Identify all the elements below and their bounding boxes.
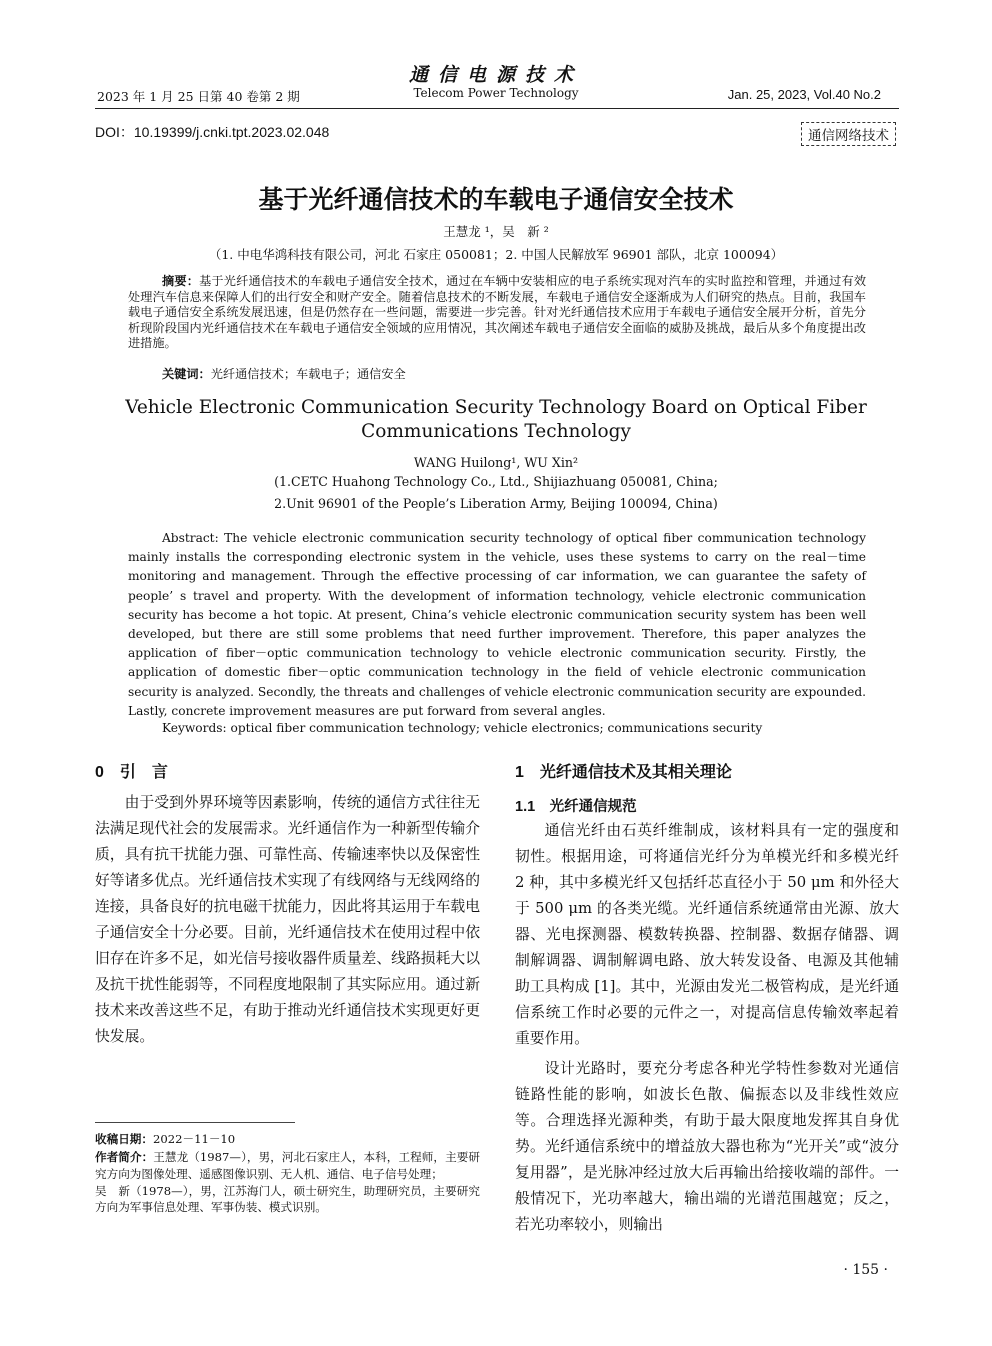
affiliation-en-1: (1.CETC Huahong Technology Co., Ltd., Shijiazhuang 050081, China; [274, 474, 718, 489]
abstract-cn-text: 基于光纤通信技术的车载电子通信安全技术，通过在车辆中安装相应的电子系统实现对汽车的实时监控和管理，并通过有效处理汽车信息来保障人们的出行安全和财产安全。随着信息技术的不断发展，车载电子通信安全逐渐成为人们研究的热点。目前，我国车载电子通信安全系统发展迅速，但是仍然存在一些问题，需要进一步完善。针对光纤通信技术应用于车载电子通信安全展开分析，首先分析现阶段国内光纤通信技术在车载电子通信安全领域的应用情况，其次阐述车载电子通信安全面临的威胁及挑战，最后从多个角度提出改进措施。 [128, 274, 867, 351]
paper-title-cn: 基于光纤通信技术的车载电子通信安全技术 [258, 186, 734, 214]
bio-label: 作者简介： [95, 1150, 154, 1164]
bio-1-text: 王慧龙（1987—），男，河北石家庄人，本科，工程师，主要研究方向为图像处理、遥感图像识别、无人机、通信、电子信号处理； [95, 1149, 480, 1182]
abstract-cn-label: 摘要： [162, 274, 200, 288]
keywords-en: Keywords: optical fiber communication technology; vehicle electronics; communications security [162, 721, 763, 735]
footnote-rule [95, 1122, 295, 1123]
page-number: · 155 · [843, 1262, 888, 1278]
authors-en: WANG Huilong¹, WU Xin² [413, 455, 579, 470]
author-bio-1 [95, 1149, 480, 1183]
received-value: 2022－11－10 [152, 1132, 236, 1146]
issue-info-en: Jan. 25, 2023, Vol.40 No.2 [727, 87, 881, 102]
journal-name-en: Telecom Power Technology [413, 86, 579, 100]
affiliations-cn: （1. 中电华鸿科技有限公司，河北 石家庄 050081；2. 中国人民解放军 96901 部队，北京 100094） [208, 247, 784, 262]
section-0-heading: 0 引 言 [95, 764, 168, 781]
paper-title-en: Vehicle Electronic Communication Security Technology Board on Optical Fiber Communications Technology [125, 397, 867, 442]
keywords-cn [128, 367, 866, 383]
received-date [95, 1131, 480, 1149]
section-0-paragraph: 由于受到外界环境等因素影响，传统的通信方式往往无法满足现代社会的发展需求。光纤通信作为一种新型传输介质，具有抗干扰能力强、可靠性高、传输速率快以及保密性好等诸多优点。光纤通信技术实现了有线网络与无线网络的连接，具备良好的抗电磁干扰能力，因此将其运用于车载电子通信安全十分必要。目前，光纤通信技术在使用过程中依旧存在许多不足，如光信号接收器件质量差、线路损耗大以及抗干扰性能弱等，不同程度地限制了其实际应用。通过新技术来改善这些不足，有助于推动光纤通信技术实现更好更快发展。 [95, 794, 480, 1045]
keywords-cn-text: 光纤通信技术；车载电子；通信安全 [210, 367, 406, 381]
doi[interactable]: DOI：10.19399/j.cnki.tpt.2023.02.048 [95, 124, 330, 140]
section-1-1-paragraph-1: 通信光纤由石英纤维制成，该材料具有一定的强度和韧性。根据用途，可将通信光纤分为单模光纤和多模光纤 2 种，其中多模光纤又包括纤芯直径小于 50 μm 和外径大于 500 μm 的各类光缆。光纤通信系统通常由光源、放大器、光电探测器、模数转换器、控制器、数据存储器、调制解调器、调制解调电路、放大转发设备、电源及其他辅助工具构成 [1]。其中，光源由发光二极管构成，是光纤通信系统工作时必要的元件之一，对提高信息传输效率起着重要作用。 [515, 822, 899, 1047]
section-1-1-paragraph-2: 设计光路时，要充分考虑各种光学特性参数对光通信链路性能的影响，如波长色散、偏振态以及非线性效应等。合理选择光源种类，有助于最大限度地发挥其自身优势。光纤通信系统中的增益放大器也称为“光开关”或“波分复用器”，是光脉冲经过放大后再输出给接收端的部件。一般情况下，光功率越大，输出端的光谱范围越宽；反之，若光功率较小，则输出 [515, 1060, 899, 1233]
abstract-en: Abstract: The vehicle electronic communication security technology of optical fiber communication technology mainly installs the corresponding electronic system in the vehicle, uses these systems to carry on the real－time monitoring and management. Through the effective processing of car information, we can guarantee the safety of people’ s travel and property. With the development of information technology, vehicle electronic communication security has become a hot topic. At present, China’s vehicle electronic communication security system has been well developed, but there are still some problems that need further improvement. Therefore, this paper analyzes the application of fiber－optic communication technology to vehicle electronic communication security. Firstly, the application of domestic fiber－optic communication technology in the field of vehicle electronic communication security is analyzed. Secondly, the threats and challenges of vehicle electronic communication security are expounded. Lastly, concrete improvement measures are put forward from several angles. [128, 531, 866, 718]
keywords-cn-label: 关键词： [162, 367, 211, 381]
received-label: 收稿日期： [95, 1133, 153, 1146]
section-1-heading: 1 光纤通信技术及其相关理论 [515, 764, 732, 781]
footnote [95, 1131, 480, 1216]
affiliation-en-2: 2.Unit 96901 of the People’s Liberation Army, Beijing 100094, China) [274, 496, 718, 511]
issue-info-cn: 2023 年 1 月 25 日第 40 卷第 2 期 [97, 89, 300, 104]
author-bio-2: 吴 新（1978—），男，江苏海门人，硕士研究生，助理研究员，主要研究方向为军事信息处理、军事伪装、模式识别。 [95, 1183, 480, 1215]
header-rule [95, 108, 899, 109]
journal-logo: 通信电源技术 [408, 64, 583, 86]
section-tag: 通信网络技术 [801, 122, 896, 146]
authors-cn: 王慧龙 ¹，吴 新 ² [443, 224, 549, 239]
section-1-1-heading: 1.1 光纤通信规范 [515, 799, 637, 815]
abstract-cn [128, 274, 866, 352]
